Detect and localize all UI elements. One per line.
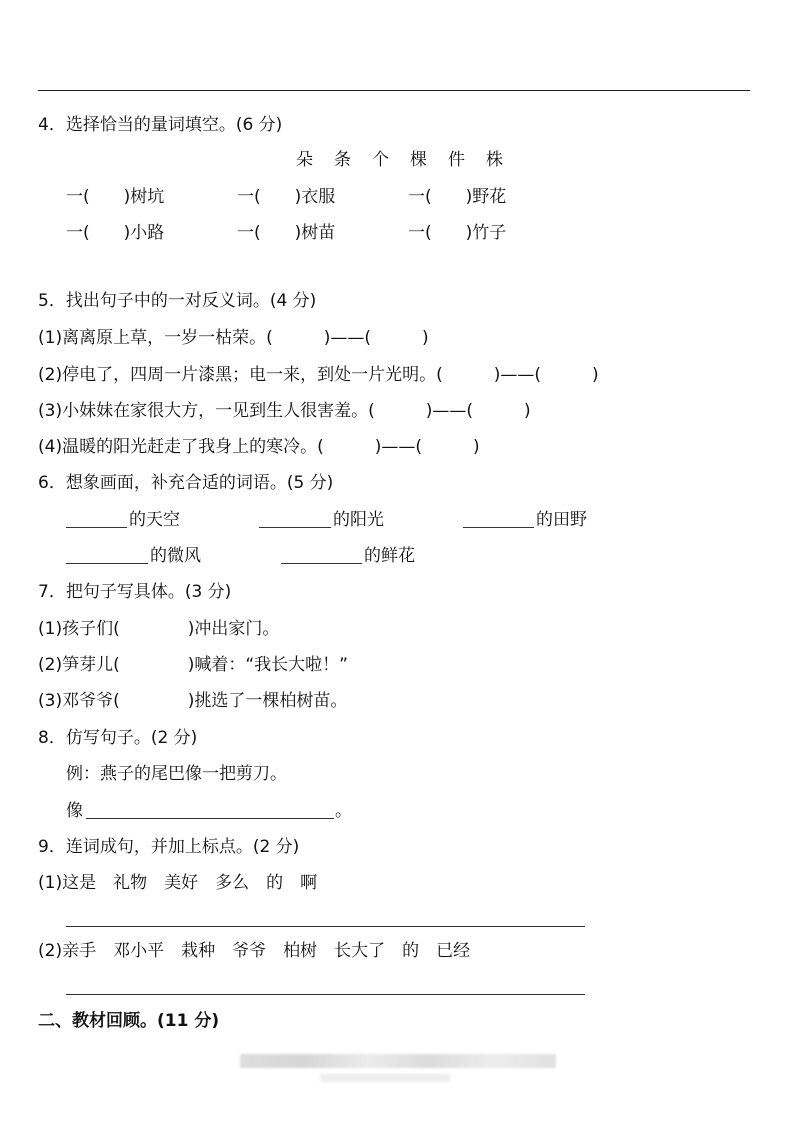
q6-phrase-5: 的鲜花 bbox=[364, 546, 415, 566]
q6-blank-1 bbox=[66, 527, 127, 528]
q6-title: 6．想象画面，补充合适的词语。(5 分) bbox=[38, 473, 334, 493]
q8-example: 例：燕子的尾巴像一把剪刀。 bbox=[66, 764, 287, 784]
q9-answer-line-2 bbox=[66, 994, 585, 995]
q6-phrase-2: 的阳光 bbox=[333, 510, 384, 530]
q5-title: 5．找出句子中的一对反义词。(4 分) bbox=[38, 291, 317, 311]
q5-item-3: (3)小妹妹在家很大方，一见到生人很害羞。( )——( ) bbox=[38, 401, 531, 421]
q7-item-2: (2)笋芽儿( )喊着：“我长大啦！” bbox=[38, 655, 348, 675]
q4-item-3: 一( )野花 bbox=[408, 187, 507, 207]
q6-blank-5 bbox=[281, 563, 362, 564]
blurred-watermark bbox=[240, 1054, 556, 1068]
q6-phrase-3: 的田野 bbox=[536, 510, 587, 530]
q4-title: 4．选择恰当的量词填空。(6 分) bbox=[38, 115, 283, 135]
q4-item-2: 一( )衣服 bbox=[237, 187, 336, 207]
q9-item-2: (2)亲手 邓小平 栽种 爷爷 柏树 长大了 的 已经 bbox=[38, 941, 471, 961]
q7-item-3: (3)邓爷爷( )挑选了一棵柏树苗。 bbox=[38, 691, 348, 711]
q4-item-5: 一( )树苗 bbox=[237, 223, 336, 243]
q5-item-4: (4)温暖的阳光赶走了我身上的寒冷。( )——( ) bbox=[38, 437, 480, 457]
q8-answer-blank bbox=[86, 818, 334, 819]
q4-item-4: 一( )小路 bbox=[66, 223, 165, 243]
q8-title: 8．仿写句子。(2 分) bbox=[38, 728, 198, 748]
q4-word-bank: 朵 条 个 棵 件 株 bbox=[296, 150, 505, 170]
blurred-watermark-sub bbox=[320, 1074, 450, 1082]
q9-item-1: (1)这是 礼物 美好 多么 的 啊 bbox=[38, 873, 318, 893]
section-2-heading: 二、教材回顾。(11 分) bbox=[38, 1011, 220, 1031]
q4-item-1: 一( )树坑 bbox=[66, 187, 165, 207]
q9-title: 9．连词成句，并加上标点。(2 分) bbox=[38, 837, 300, 857]
q6-phrase-4: 的微风 bbox=[150, 546, 201, 566]
q6-blank-4 bbox=[66, 563, 148, 564]
q5-item-2: (2)停电了，四周一片漆黑；电一来，到处一片光明。( )——( ) bbox=[38, 365, 599, 385]
q6-blank-2 bbox=[259, 527, 331, 528]
q9-answer-line-1 bbox=[66, 926, 585, 927]
q6-phrase-1: 的天空 bbox=[129, 510, 180, 530]
q8-end-mark: 。 bbox=[335, 801, 352, 821]
q7-title: 7．把句子写具体。(3 分) bbox=[38, 582, 232, 602]
q5-item-1: (1)离离原上草，一岁一枯荣。( )——( ) bbox=[38, 328, 429, 348]
top-rule bbox=[38, 90, 750, 91]
q4-item-6: 一( )竹子 bbox=[408, 223, 507, 243]
q8-prompt: 像 bbox=[66, 801, 83, 821]
q7-item-1: (1)孩子们( )冲出家门。 bbox=[38, 619, 280, 639]
q6-blank-3 bbox=[463, 527, 534, 528]
